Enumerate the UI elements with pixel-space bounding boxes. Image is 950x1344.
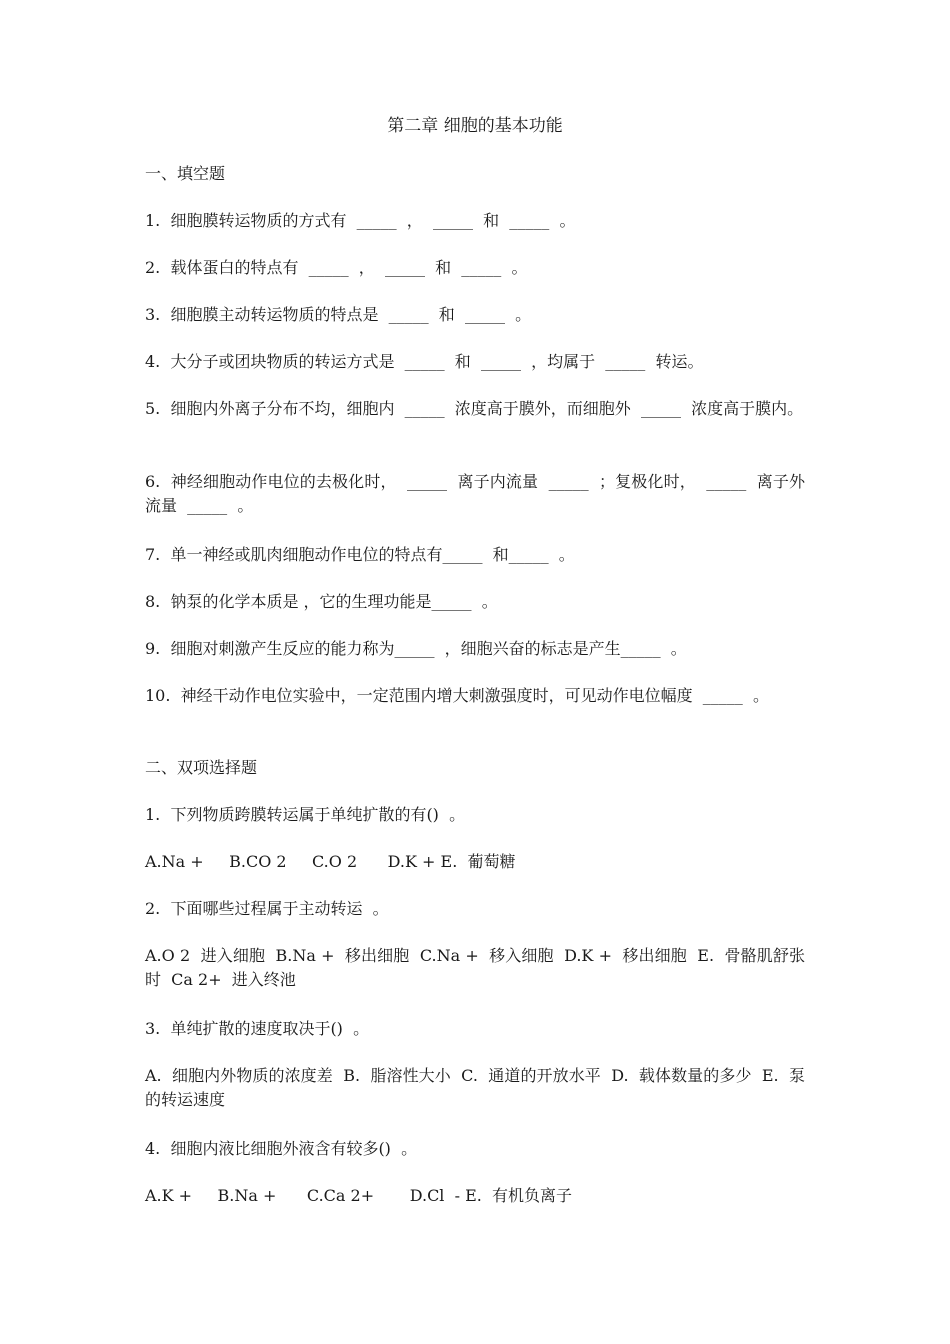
fill-blank-question-4: 4. 大分子或团块物质的转运方式是 _____ 和 _____ ，均属于 _____ 转运。 (145, 352, 704, 371)
choice-question-3-options: A. 细胞内外物质的浓度差 B. 脂溶性大小 C. 通道的开放水平 D. 载体数量的多少 E. 泵的转运速度 (145, 1066, 805, 1109)
fill-blank-question-5: 5. 细胞内外离子分布不均，细胞内 _____ 浓度高于膜外，而细胞外 _____ 浓度高于膜内。 (145, 399, 804, 418)
fill-blank-question-1: 1. 细胞膜转运物质的方式有 _____ ， _____ 和 _____ 。 (145, 211, 576, 230)
fill-blank-question-2: 2. 载体蛋白的特点有 _____ ， _____ 和 _____ 。 (145, 258, 528, 277)
fill-blank-question-7: 7. 单一神经或肌肉细胞动作电位的特点有_____ 和_____ 。 (145, 545, 575, 564)
choice-question-3: 3. 单纯扩散的速度取决于() 。 (145, 1019, 370, 1038)
section-heading-double-choice: 二、双项选择题 (145, 758, 258, 777)
fill-blank-question-6: 6. 神经细胞动作电位的去极化时， _____ 离子内流量 _____ ；复极化时， _____ 离子外流量 _____ 。 (145, 472, 805, 515)
choice-question-2: 2. 下面哪些过程属于主动转运 。 (145, 899, 389, 918)
fill-blank-question-9: 9. 细胞对刺激产生反应的能力称为_____ ，细胞兴奋的标志是产生_____ 。 (145, 639, 687, 658)
choice-question-4-options: A.K + B.Na + C.Ca 2+ D.Cl - E. 有机负离子 (145, 1186, 573, 1205)
choice-question-2-options: A.O 2 进入细胞 B.Na + 移出细胞 C.Na + 移入细胞 D.K + 移出细胞 E. 骨骼肌舒张时 Ca 2+ 进入终池 (145, 946, 805, 989)
choice-question-1-options: A.Na + B.CO 2 C.O 2 D.K + E. 葡萄糖 (145, 852, 516, 871)
section-heading-fill-blank: 一、填空题 (145, 164, 226, 183)
choice-question-4: 4. 细胞内液比细胞外液含有较多() 。 (145, 1139, 418, 1158)
fill-blank-question-3: 3. 细胞膜主动转运物质的特点是 _____ 和 _____ 。 (145, 305, 532, 324)
choice-question-1: 1. 下列物质跨膜转运属于单纯扩散的有() 。 (145, 805, 466, 824)
fill-blank-question-10: 10. 神经干动作电位实验中，一定范围内增大刺激强度时，可见动作电位幅度 _____ 。 (145, 686, 769, 705)
chapter-title: 第二章 细胞的基本功能 (387, 116, 563, 136)
fill-blank-question-8: 8. 钠泵的化学本质是 ，它的生理功能是_____ 。 (145, 592, 498, 611)
